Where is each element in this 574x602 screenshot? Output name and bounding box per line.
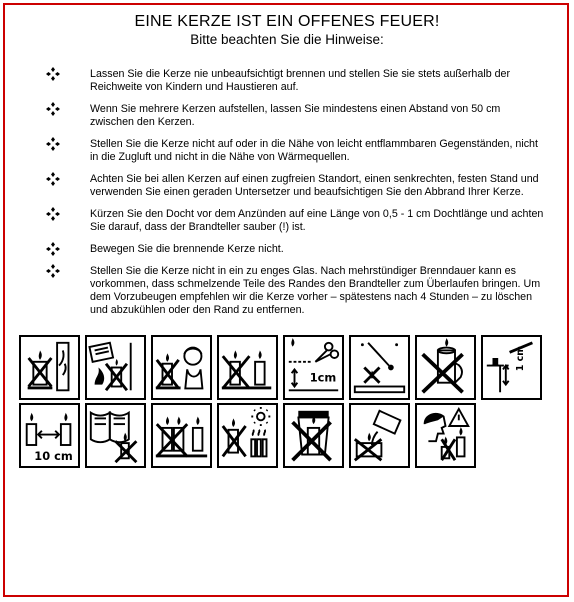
page-title: EINE KERZE IST EIN OFFENES FEUER! xyxy=(134,13,440,30)
instruction-text: Lassen Sie die Kerze nie unbeaufsichtigt brennen und stellen Sie sie stets außerhalb der Reichweite von Kindern und Haustieren auf. xyxy=(90,68,511,93)
list-item xyxy=(46,103,546,129)
no-matches-in-wax-icon xyxy=(349,335,410,400)
distance-label: 10 cm xyxy=(34,449,73,464)
no-too-close-icon xyxy=(151,403,212,468)
no-draft-icon xyxy=(19,335,80,400)
list-item xyxy=(46,68,546,94)
distance-icon xyxy=(19,403,80,468)
instruction-text: Wenn Sie mehrere Kerzen aufstellen, lassen Sie mindestens einen Abstand von 50 cm zwischen den Kerzen. xyxy=(90,103,501,128)
wick-length-vertical-label: 1 cm xyxy=(514,345,526,372)
instruction-text: Stellen Sie die Kerze nicht auf oder in die Nähe von leicht entflammbaren Gegenständen, nicht in die Zugluft und nicht in die Nähe von Wärmequellen. xyxy=(90,138,538,163)
list-item xyxy=(46,208,546,234)
instruction-text: Stellen Sie die Kerze nicht in ein zu enges Glas. Nach mehrstündiger Brenndauer kann es vorkommen, dass schmelzende Teile des Randes den Brandteller zum Überlaufen bringen. Um dem Vorzubeugen empfehlen wir die Kerze vorher – spätestens nach 4 Stunden – zu löschen und abzukühlen oder den Rand zu entfernen. xyxy=(90,265,541,316)
list-item xyxy=(46,138,546,164)
list-item xyxy=(46,173,546,199)
wick-length-icon xyxy=(481,335,542,400)
no-flammable-icon xyxy=(85,335,146,400)
do-not-move-icon xyxy=(415,335,476,400)
no-blow-icon xyxy=(415,403,476,468)
diamond-bullet-icon xyxy=(46,207,60,221)
diamond-bullet-icon xyxy=(46,67,60,81)
instruction-text: Kürzen Sie den Docht vor dem Anzünden auf eine Länge von 0,5 - 1 cm Dochtlänge und achten Sie darauf, dass der Brandteller sauber (!) ist. xyxy=(90,208,544,233)
no-water-icon xyxy=(349,403,410,468)
diamond-bullet-icon xyxy=(46,264,60,278)
instruction-text: Bewegen Sie die brennende Kerze nicht. xyxy=(90,243,284,255)
diamond-bullet-icon xyxy=(46,102,60,116)
no-unattended-icon xyxy=(217,335,278,400)
no-heat-source-icon xyxy=(217,403,278,468)
instruction-text: Achten Sie bei allen Kerzen auf einen zugfreien Standort, einen senkrechten, festen Stand und verwenden Sie einen geraden Untersetzer und beaufsichtigen Sie den Abbrand Ihrer Kerze. xyxy=(90,173,539,198)
instruction-list xyxy=(46,68,546,326)
diamond-bullet-icon xyxy=(46,137,60,151)
no-narrow-glass-icon xyxy=(283,403,344,468)
list-item xyxy=(46,243,546,256)
no-near-curtains-icon xyxy=(85,403,146,468)
diamond-bullet-icon xyxy=(46,172,60,186)
no-children-icon xyxy=(151,335,212,400)
list-item xyxy=(46,265,546,317)
page-subtitle: Bitte beachten Sie die Hinweise: xyxy=(190,32,384,47)
diamond-bullet-icon xyxy=(46,242,60,256)
trim-wick-icon xyxy=(283,335,344,400)
wick-length-label: 1cm xyxy=(309,370,337,385)
